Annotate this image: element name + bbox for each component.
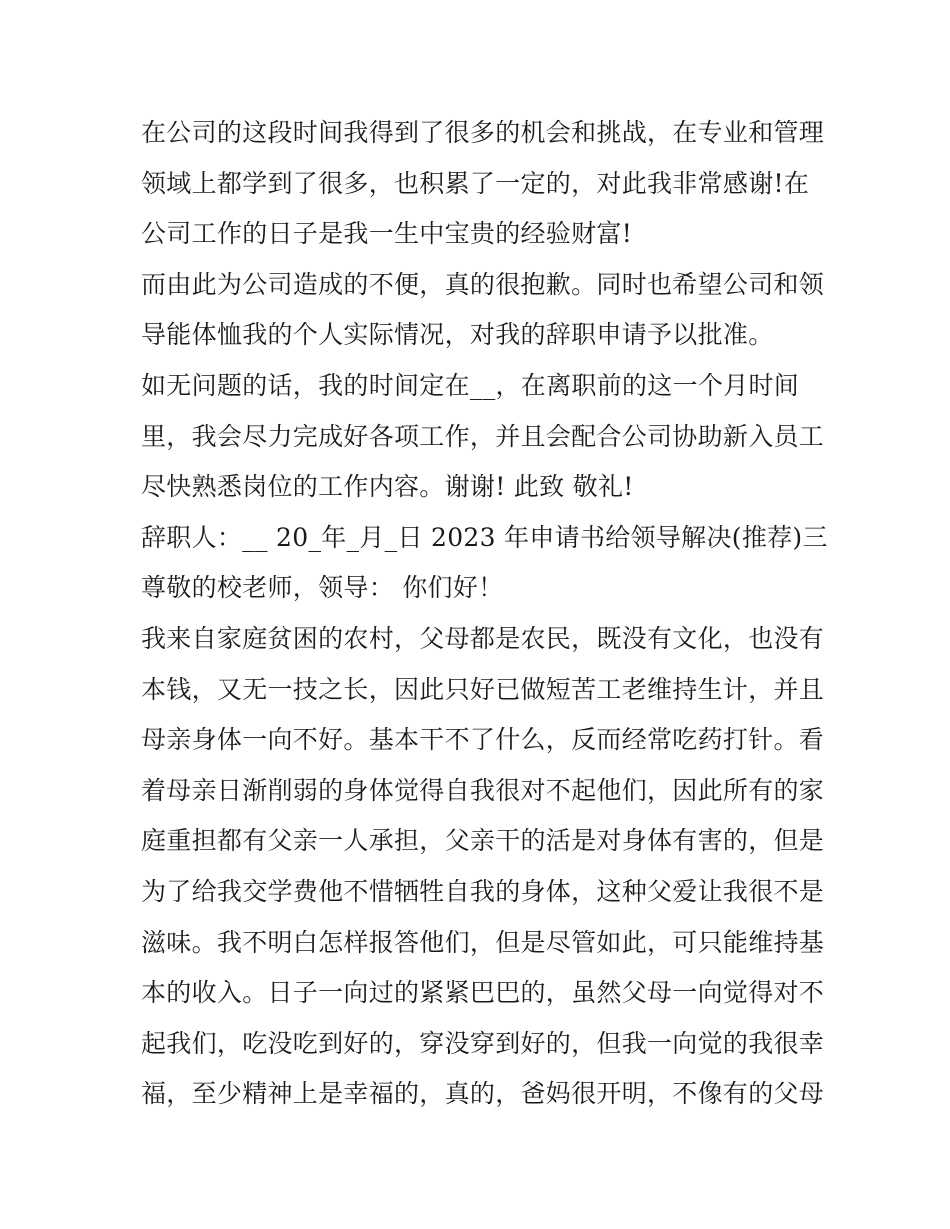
text-line-1: 在公司的这段时间我得到了很多的机会和挑战，在专业和管理 bbox=[141, 118, 825, 147]
signature-line: 辞职人：__ 20_年_月_日 2023 年申请书给领导解决(推荐)三 bbox=[141, 522, 828, 552]
text-line-19: 起我们，吃没吃到好的，穿没穿到好的，但我一向觉的我很幸 bbox=[141, 1028, 825, 1058]
text-line-6: 如无问题的话，我的时间定在__，在离职前的这一个月时间 bbox=[141, 370, 800, 400]
text-line-5: 导能体恤我的个人实际情况，对我的辞职申请予以批准。 bbox=[141, 320, 774, 350]
salutation-line: 尊敬的校老师，领导： 你们好！ bbox=[141, 573, 504, 603]
text-line-3: 公司工作的日子是我一生中宝贵的经验财富! bbox=[141, 219, 633, 249]
text-line-12: 本钱，又无一技之长，因此只好已做短苦工老维持生计，并且 bbox=[141, 674, 825, 704]
text-line-16: 为了给我交学费他不惜牺牲自我的身体，这种父爱让我很不是 bbox=[141, 876, 825, 906]
text-line-13: 母亲身体一向不好。基本干不了什么，反而经常吃药打针。看 bbox=[141, 725, 825, 755]
text-line-2: 领域上都学到了很多，也积累了一定的，对此我非常感谢!在 bbox=[141, 168, 810, 198]
text-line-14: 着母亲日渐削弱的身体觉得自我很对不起他们，因此所有的家 bbox=[141, 775, 825, 805]
text-line-18: 本的收入。日子一向过的紧紧巴巴的，虽然父母一向觉得对不 bbox=[141, 978, 825, 1008]
text-line-7: 里，我会尽力完成好各项工作，并且会配合公司协助新入员工 bbox=[141, 421, 825, 451]
text-line-11: 我来自家庭贫困的农村，父母都是农民，既没有文化，也没有 bbox=[141, 623, 825, 653]
text-line-8: 尽快熟悉岗位的工作内容。谢谢! 此致 敬礼! bbox=[141, 472, 634, 502]
text-line-17: 滋味。我不明白怎样报答他们，但是尽管如此，可只能维持基 bbox=[141, 927, 825, 957]
document-body bbox=[141, 108, 828, 1120]
text-line-4: 而由此为公司造成的不便，真的很抱歉。同时也希望公司和领 bbox=[141, 269, 825, 299]
text-line-15: 庭重担都有父亲一人承担，父亲干的活是对身体有害的，但是 bbox=[141, 826, 825, 856]
text-line-20: 福，至少精神上是幸福的，真的，爸妈很开明，不像有的父母 bbox=[141, 1079, 825, 1109]
